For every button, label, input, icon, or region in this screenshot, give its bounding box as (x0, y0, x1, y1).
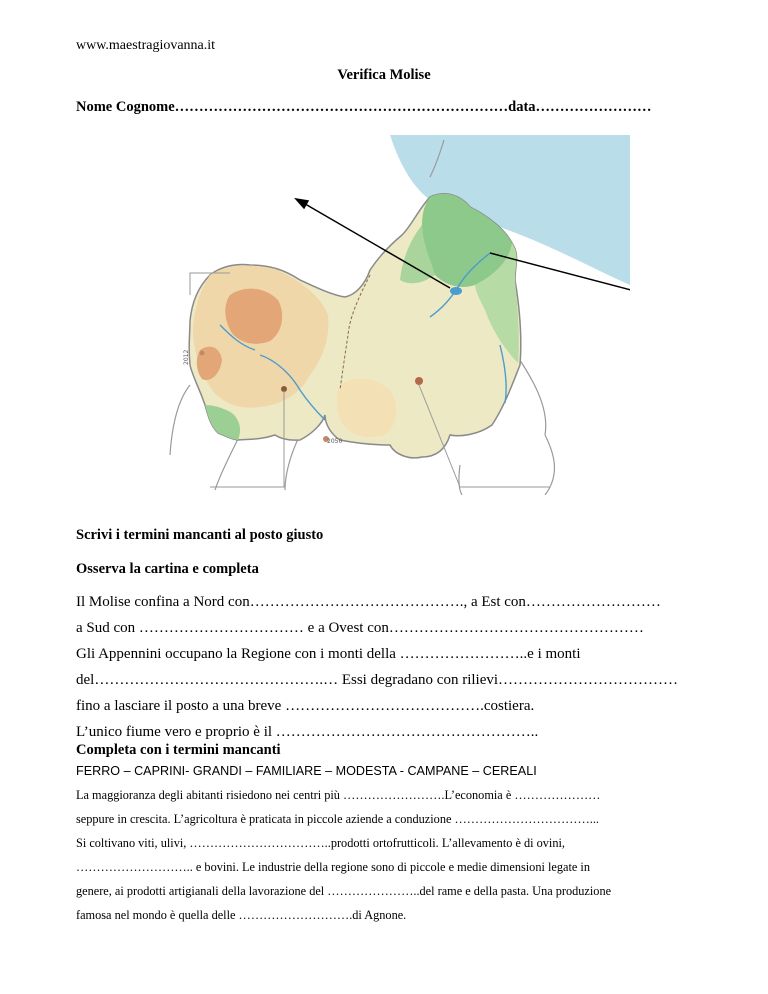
section-title-3: Completa con i termini mancanti (76, 742, 281, 758)
word-bank: FERRO – CAPRINI- GRANDI – FAMILIARE – MODESTA - CAMPANE – CEREALI (76, 764, 537, 778)
exercise1-line: del……………………………………….… Essi degradano con rilievi……………………………… (76, 672, 679, 688)
molise-map (160, 135, 630, 495)
section-title-1: Scrivi i termini mancanti al posto giusto (76, 527, 324, 543)
town-west (200, 351, 205, 356)
map-svg (160, 135, 630, 495)
header-url: www.maestragiovanna.it (76, 38, 216, 53)
exercise1-line: a Sud con …………………………… e a Ovest con…………………………………………… (76, 620, 644, 636)
exercise1-line: fino a lasciare il posto a una breve ………………………………….costiera. (76, 698, 535, 714)
town-label-west: 2012 (183, 349, 190, 365)
exercise2-line: La maggioranza degli abitanti risiedono nei centri più …………………….L’economia è ………………… (76, 788, 601, 802)
town-campobasso (415, 377, 423, 385)
exercise1-line: Il Molise confina a Nord con……………………………………., a Est con……………………… (76, 594, 661, 610)
exercise2-line: genere, ai prodotti artigianali della lavorazione del …………………..del rame e della pasta. Una produzione (76, 884, 612, 898)
lake (450, 287, 462, 295)
town-label-south: 2050 (327, 438, 343, 445)
exercise2-line: Si coltivano viti, ulivi, ……………………………..prodotti ortofrutticoli. L’allevamento è di ovini, (76, 836, 565, 850)
exercise2-line: ……………………….. e bovini. Le industrie della regione sono di piccole e medie dimensioni legate in (76, 860, 590, 874)
name-date-line: Nome Cognome……………………………………………………………data…………………… (76, 99, 652, 115)
exercise2-line: famosa nel mondo è quella delle ……………………….di Agnone. (76, 908, 407, 922)
section-title-2: Osserva la cartina e completa (76, 561, 259, 577)
exercise1-line: L’unico fiume vero e proprio è il …………………………………………….. (76, 724, 539, 740)
exercise1-line: Gli Appennini occupano la Regione con i monti della ……………………..e i monti (76, 646, 581, 662)
page-title: Verifica Molise (337, 67, 431, 83)
exercise2-line: seppure in crescita. L’agricoltura è praticata in piccole aziende a conduzione ……………………………... (76, 812, 600, 826)
